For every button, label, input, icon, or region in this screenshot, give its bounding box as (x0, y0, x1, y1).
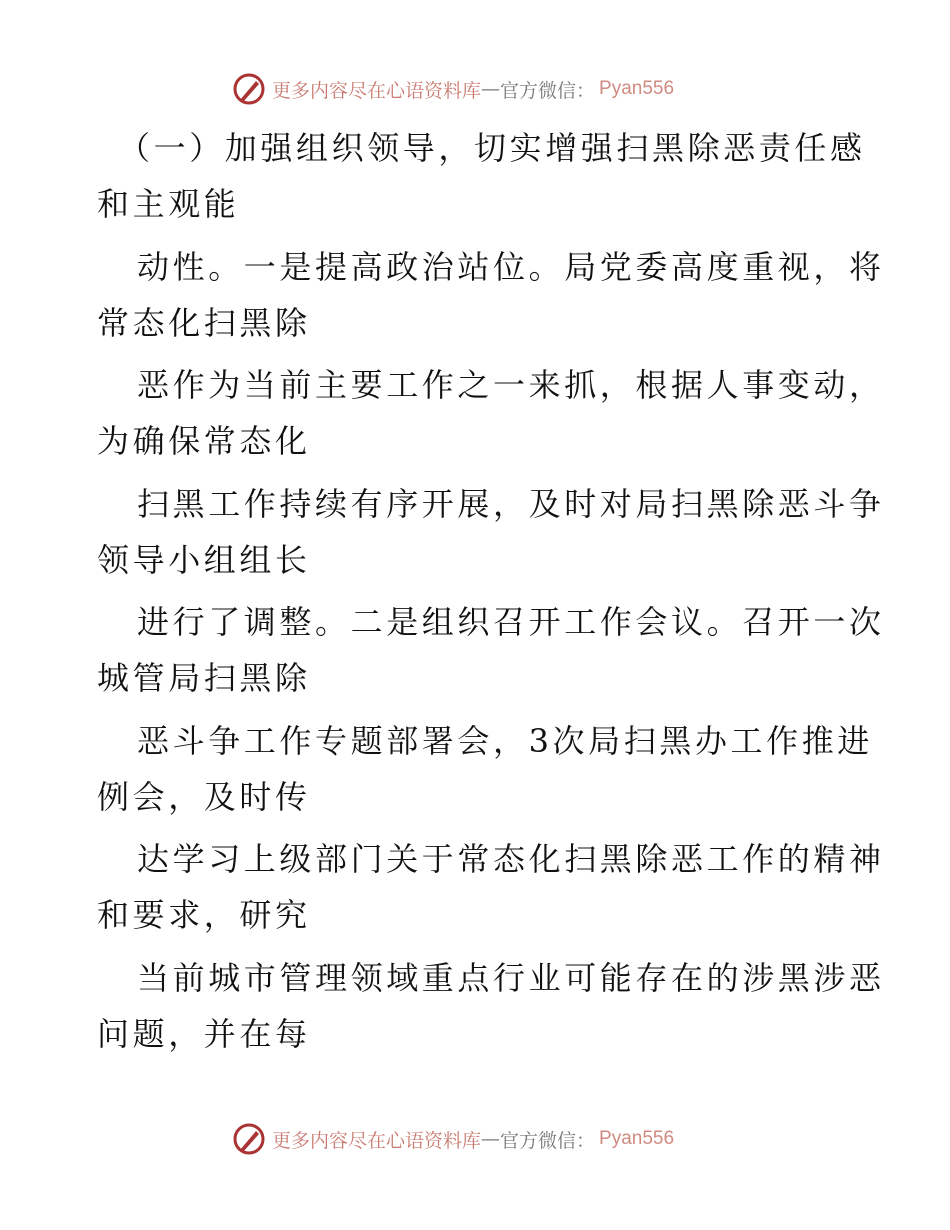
text-line: 扫黑工作持续有序开展，及时对局扫黑除恶斗争 (137, 484, 885, 523)
pen-logo-icon (232, 72, 266, 106)
text-line: 进行了调整。二是组织召开工作会议。召开一次 (137, 603, 885, 641)
text-line: 例会，及时传 (97, 777, 311, 816)
watermark-wechat-id: Pyan556 (599, 78, 675, 99)
text-line: 和要求，研究 (97, 896, 311, 934)
text-line: 达学习上级部门关于常态化扫黑除恶工作的精神 (137, 840, 885, 878)
watermark-site: 更多内容尽在心语资料库 (272, 1129, 482, 1152)
text-line: 城管局扫黑除 (97, 659, 311, 697)
watermark-dash: — (481, 1128, 501, 1150)
text-line: 和主观能 (97, 185, 240, 223)
watermark-wechat-label: 官方微信： (500, 79, 596, 102)
pen-logo-icon (232, 1122, 266, 1156)
watermark-wechat-id: Pyan556 (599, 1128, 675, 1149)
text-line: 恶斗争工作专题部署会，3次局扫黑办工作推进 (137, 721, 873, 760)
text-line: 当前城市管理领域重点行业可能存在的涉黑涉恶 (137, 958, 885, 997)
watermark-wechat-label: 官方微信： (500, 1129, 596, 1152)
text-line: 常态化扫黑除 (97, 303, 311, 342)
header-watermark (232, 72, 674, 106)
text-line: 动性。一是提高政治站位。局党委高度重视，将 (137, 247, 885, 286)
footer-watermark (232, 1122, 674, 1156)
watermark-dash: — (481, 78, 501, 100)
text-line: 恶作为当前主要工作之一来抓，根据人事变动， (137, 366, 885, 404)
text-line: 领导小组组长 (97, 540, 311, 579)
watermark-site: 更多内容尽在心语资料库 (272, 79, 482, 102)
text-line: 为确保常态化 (97, 422, 311, 460)
text-line: 问题，并在每 (97, 1014, 311, 1053)
text-line: （一）加强组织领导，切实增强扫黑除恶责任感 (118, 129, 866, 167)
